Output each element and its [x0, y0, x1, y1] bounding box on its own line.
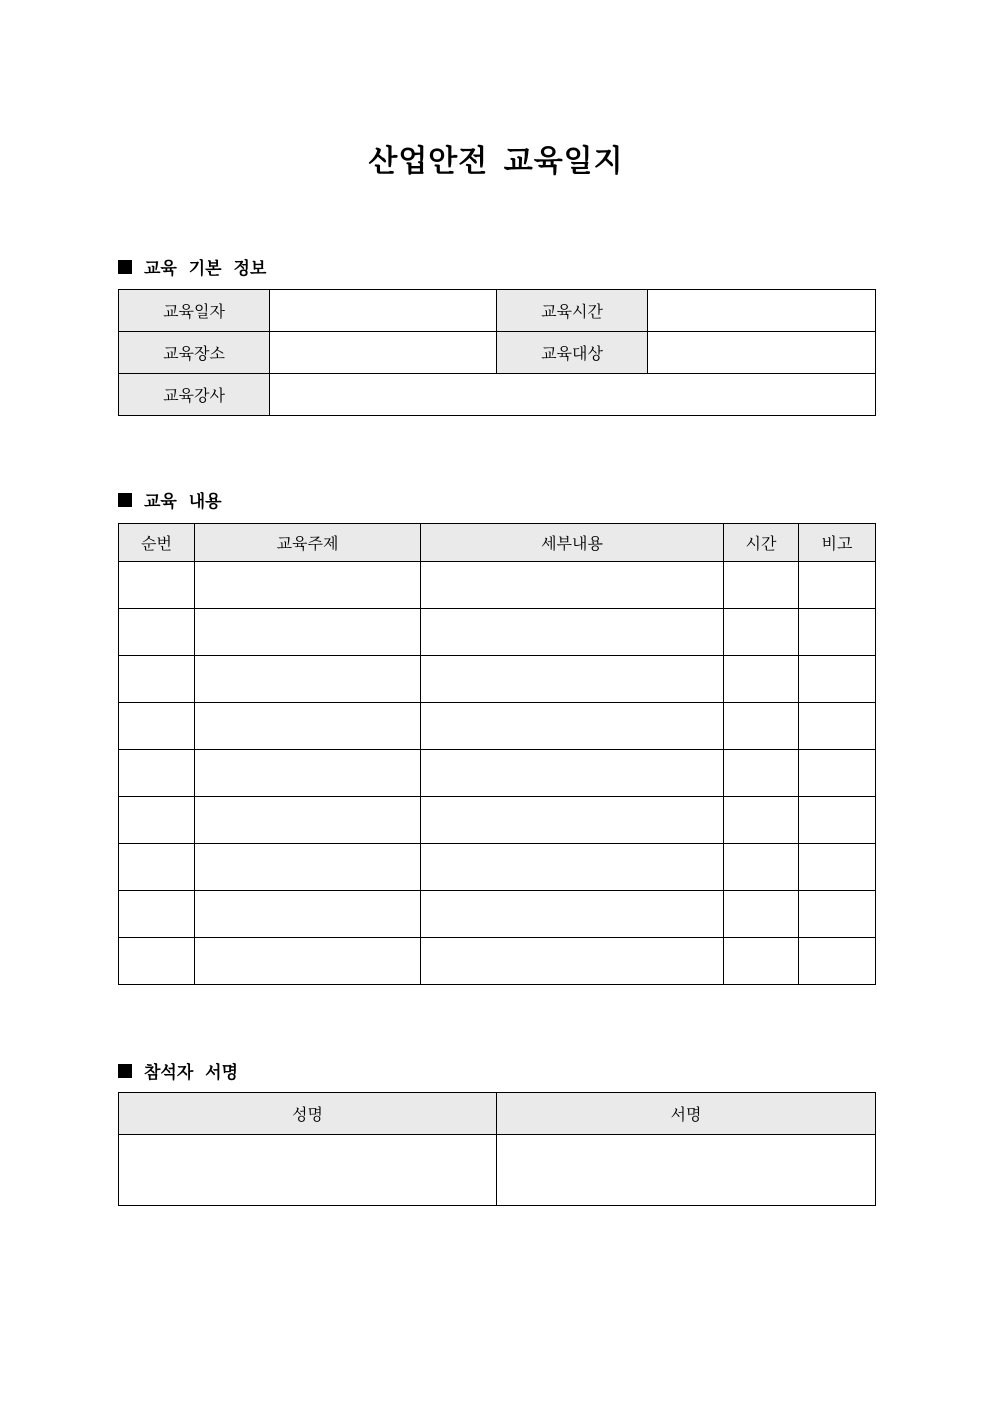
cell-number[interactable]: [119, 844, 195, 891]
info-row-instructor: [119, 374, 876, 416]
column-header-name: 성명: [119, 1093, 497, 1135]
section-heading-label: 교육 기본 정보: [144, 259, 267, 279]
cell-time[interactable]: [724, 656, 799, 703]
info-row-place-target: [119, 332, 876, 374]
cell-remarks[interactable]: [799, 844, 876, 891]
table-row: [119, 656, 876, 703]
column-header-number: 순번: [119, 524, 195, 562]
label-education-instructor: 교육강사: [119, 374, 270, 416]
section-heading-basic-info: [118, 254, 266, 279]
table-row: [119, 750, 876, 797]
cell-topic[interactable]: [195, 609, 421, 656]
cell-remarks[interactable]: [799, 891, 876, 938]
field-education-date[interactable]: [270, 290, 497, 332]
cell-time[interactable]: [724, 562, 799, 609]
cell-details[interactable]: [421, 750, 724, 797]
cell-number[interactable]: [119, 609, 195, 656]
column-header-time: 시간: [724, 524, 799, 562]
square-bullet-icon: [118, 260, 132, 274]
cell-details[interactable]: [421, 562, 724, 609]
section-heading-content: [118, 487, 222, 512]
cell-topic[interactable]: [195, 656, 421, 703]
cell-time[interactable]: [724, 938, 799, 985]
cell-details[interactable]: [421, 609, 724, 656]
field-education-place[interactable]: [270, 332, 497, 374]
cell-topic[interactable]: [195, 891, 421, 938]
cell-remarks[interactable]: [799, 938, 876, 985]
cell-remarks[interactable]: [799, 750, 876, 797]
cell-name[interactable]: [119, 1135, 497, 1206]
cell-details[interactable]: [421, 656, 724, 703]
square-bullet-icon: [118, 1064, 132, 1078]
cell-details[interactable]: [421, 938, 724, 985]
cell-details[interactable]: [421, 844, 724, 891]
cell-number[interactable]: [119, 562, 195, 609]
cell-details[interactable]: [421, 891, 724, 938]
cell-signature[interactable]: [497, 1135, 876, 1206]
label-education-place: 교육장소: [119, 332, 270, 374]
label-education-target: 교육대상: [497, 332, 648, 374]
cell-remarks[interactable]: [799, 703, 876, 750]
table-row: [119, 562, 876, 609]
cell-topic[interactable]: [195, 703, 421, 750]
table-row: [119, 844, 876, 891]
column-header-remarks: 비고: [799, 524, 876, 562]
cell-number[interactable]: [119, 938, 195, 985]
cell-remarks[interactable]: [799, 562, 876, 609]
cell-topic[interactable]: [195, 938, 421, 985]
cell-number[interactable]: [119, 656, 195, 703]
cell-remarks[interactable]: [799, 797, 876, 844]
cell-time[interactable]: [724, 797, 799, 844]
column-header-signature: 서명: [497, 1093, 876, 1135]
basic-info-table: [118, 289, 876, 416]
label-education-time: 교육시간: [497, 290, 648, 332]
cell-remarks[interactable]: [799, 609, 876, 656]
section-heading-attendees: [118, 1058, 238, 1083]
field-education-instructor[interactable]: [270, 374, 876, 416]
cell-time[interactable]: [724, 891, 799, 938]
cell-time[interactable]: [724, 844, 799, 891]
info-row-date-time: [119, 290, 876, 332]
document-title: 산업안전 교육일지: [368, 144, 624, 179]
field-education-time[interactable]: [648, 290, 876, 332]
cell-time[interactable]: [724, 750, 799, 797]
attendee-signature-table: [118, 1092, 876, 1206]
cell-topic[interactable]: [195, 562, 421, 609]
label-education-date: 교육일자: [119, 290, 270, 332]
cell-topic[interactable]: [195, 844, 421, 891]
table-row: [119, 938, 876, 985]
column-header-topic: 교육주제: [195, 524, 421, 562]
cell-details[interactable]: [421, 797, 724, 844]
table-row: [119, 703, 876, 750]
cell-remarks[interactable]: [799, 656, 876, 703]
column-header-details: 세부내용: [421, 524, 724, 562]
table-row: [119, 609, 876, 656]
education-content-table: [118, 523, 876, 985]
cell-time[interactable]: [724, 609, 799, 656]
table-header-row: [119, 1093, 876, 1135]
cell-number[interactable]: [119, 797, 195, 844]
cell-number[interactable]: [119, 703, 195, 750]
section-heading-label: 교육 내용: [144, 492, 222, 512]
table-header-row: [119, 524, 876, 562]
cell-topic[interactable]: [195, 797, 421, 844]
cell-time[interactable]: [724, 703, 799, 750]
table-row: [119, 891, 876, 938]
cell-details[interactable]: [421, 703, 724, 750]
cell-number[interactable]: [119, 891, 195, 938]
cell-number[interactable]: [119, 750, 195, 797]
section-heading-label: 참석자 서명: [144, 1063, 239, 1083]
cell-topic[interactable]: [195, 750, 421, 797]
field-education-target[interactable]: [648, 332, 876, 374]
table-row: [119, 1135, 876, 1206]
square-bullet-icon: [118, 493, 132, 507]
table-row: [119, 797, 876, 844]
